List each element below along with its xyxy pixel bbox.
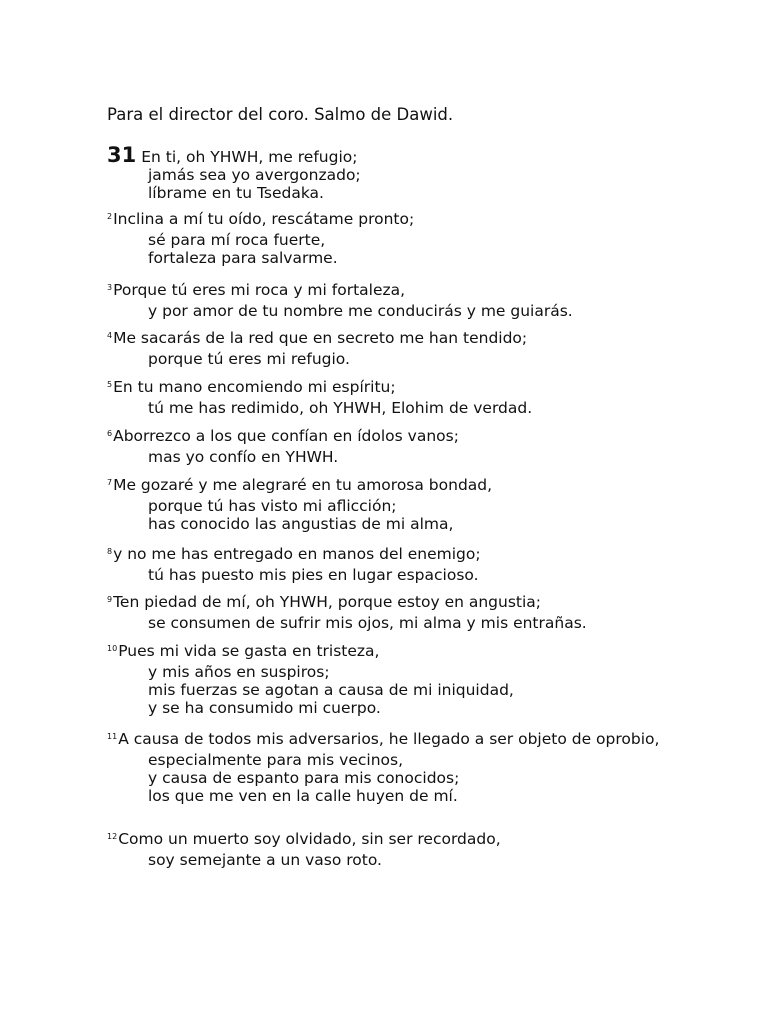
verse-number: 4: [107, 331, 113, 340]
verse-11: [107, 730, 659, 805]
verse-number: 10: [107, 644, 118, 653]
verse-line: los que me ven en la calle huyen de mí.: [148, 787, 458, 805]
verse-line: y causa de espanto para mis conocidos;: [148, 769, 460, 787]
verse-line: sé para mí roca fuerte,: [148, 231, 326, 249]
verse-number: 11: [107, 732, 118, 741]
verse-line: jamás sea yo avergonzado;: [148, 166, 361, 184]
verse-number: 3: [107, 283, 113, 292]
verse-line: $^{12}$Como un muerto soy olvidado, sin ser recordado,: [107, 830, 501, 848]
verse-line: tú has puesto mis pies en lugar espacioso.: [148, 566, 479, 584]
verse-line: $^7$Me gozaré y me alegraré en tu amorosa bondad,: [107, 476, 493, 494]
verse-line: $^{11}$A causa de todos mis adversarios, he llegado a ser objeto de oprobio,: [107, 730, 660, 748]
verse-number: 2: [107, 212, 113, 221]
verse-12: [107, 830, 501, 869]
verse-line: y se ha consumido mi cuerpo.: [148, 699, 381, 717]
verse-line: y mis años en suspiros;: [148, 663, 330, 681]
verse-number: 12: [107, 832, 118, 841]
verse-line: 31 En ti, oh YHWH, me refugio;: [107, 143, 358, 167]
verse-number: 8: [107, 547, 113, 556]
verse-line: $^2$Inclina a mí tu oído, rescátame pronto;: [107, 210, 415, 228]
verse-line: has conocido las angustias de mi alma,: [148, 515, 454, 533]
verse-line: $^5$En tu mano encomiendo mi espíritu;: [107, 378, 396, 396]
verse-8: [107, 545, 481, 584]
verse-2: [107, 210, 414, 267]
verse-line: $^8$y no me has entregado en manos del enemigo;: [107, 545, 481, 563]
verse-line: líbrame en tu Tsedaka.: [148, 184, 324, 202]
verse-number: 6: [107, 429, 113, 438]
verse-line: $^{10}$Pues mi vida se gasta en tristeza,: [107, 642, 380, 660]
verse-10: [107, 642, 514, 717]
verse-5: [107, 378, 532, 417]
verse-line: y por amor de tu nombre me conducirás y me guiarás.: [148, 302, 573, 320]
verse-line: tú me has redimido, oh YHWH, Elohim de verdad.: [148, 399, 533, 417]
verse-number: 5: [107, 380, 113, 389]
verse-line: fortaleza para salvarme.: [148, 249, 338, 267]
chapter-number: 31: [107, 143, 137, 167]
verse-7: [107, 476, 492, 533]
verse-3: [107, 281, 573, 320]
verse-line: se consumen de sufrir mis ojos, mi alma y mis entrañas.: [148, 614, 587, 632]
verse-line: porque tú has visto mi aflicción;: [148, 497, 397, 515]
verse-line: $^4$Me sacarás de la red que en secreto me han tendido;: [107, 329, 528, 347]
verse-line: $^3$Porque tú eres mi roca y mi fortaleza,: [107, 281, 406, 299]
verse-number: 7: [107, 478, 113, 487]
verse-line: mas yo confío en YHWH.: [148, 448, 339, 466]
verse-4: [107, 329, 527, 368]
verse-1: [107, 143, 361, 202]
psalm-heading: Para el director del coro. Salmo de Dawid.: [107, 105, 454, 124]
verse-line: $^9$Ten piedad de mí, oh YHWH, porque estoy en angustia;: [107, 593, 542, 611]
verse-line: porque tú eres mi refugio.: [148, 350, 350, 368]
verse-line: $^6$Aborrezco a los que confían en ídolos vanos;: [107, 427, 459, 445]
verse-number: 9: [107, 595, 113, 604]
verse-line: mis fuerzas se agotan a causa de mi iniquidad,: [148, 681, 514, 699]
verse-line: especialmente para mis vecinos,: [148, 751, 404, 769]
verse-line: soy semejante a un vaso roto.: [148, 851, 382, 869]
verse-9: [107, 593, 587, 632]
verse-6: [107, 427, 459, 466]
